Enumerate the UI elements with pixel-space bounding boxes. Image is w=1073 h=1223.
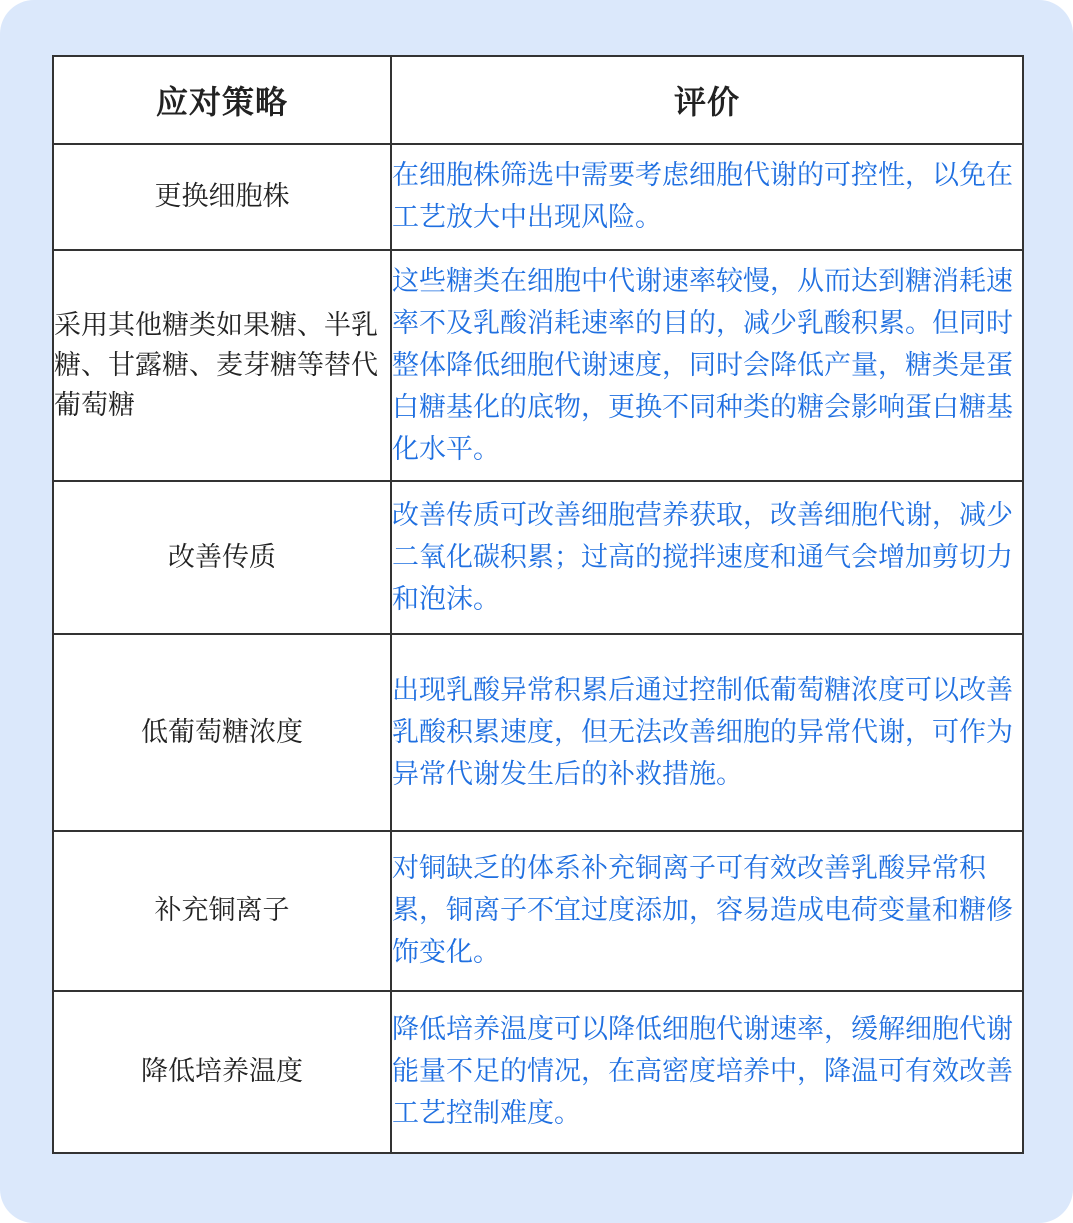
strategy-cell: 采用其他糖类如果糖、半乳糖、甘露糖、麦芽糖等替代葡萄糖 [53, 250, 391, 481]
evaluation-cell: 改善传质可改善细胞营养获取，改善细胞代谢，减少二氧化碳积累；过高的搅拌速度和通气会增加剪切力和泡沫。 [391, 481, 1023, 634]
table-row [53, 991, 1023, 1153]
evaluation-cell: 降低培养温度可以降低细胞代谢速率，缓解细胞代谢能量不足的情况，在高密度培养中，降温可有效改善工艺控制难度。 [391, 991, 1023, 1153]
table-row [53, 481, 1023, 634]
strategy-cell: 补充铜离子 [53, 831, 391, 991]
strategy-cell: 降低培养温度 [53, 991, 391, 1153]
table-row [53, 634, 1023, 831]
table-row [53, 831, 1023, 991]
evaluation-cell: 对铜缺乏的体系补充铜离子可有效改善乳酸异常积累，铜离子不宜过度添加，容易造成电荷变量和糖修饰变化。 [391, 831, 1023, 991]
strategy-table [52, 55, 1024, 1154]
table-row [53, 144, 1023, 250]
strategy-cell: 改善传质 [53, 481, 391, 634]
header-strategy: 应对策略 [53, 56, 391, 144]
header-row [53, 56, 1023, 144]
strategy-cell: 低葡萄糖浓度 [53, 634, 391, 831]
header-evaluation: 评价 [391, 56, 1023, 144]
strategy-cell: 更换细胞株 [53, 144, 391, 250]
evaluation-cell: 这些糖类在细胞中代谢速率较慢，从而达到糖消耗速率不及乳酸消耗速率的目的，减少乳酸积累。但同时整体降低细胞代谢速度，同时会降低产量，糖类是蛋白糖基化的底物，更换不同种类的糖会影响蛋白糖基化水平。 [391, 250, 1023, 481]
evaluation-cell: 出现乳酸异常积累后通过控制低葡萄糖浓度可以改善乳酸积累速度，但无法改善细胞的异常代谢，可作为异常代谢发生后的补救措施。 [391, 634, 1023, 831]
table-row [53, 250, 1023, 481]
evaluation-cell: 在细胞株筛选中需要考虑细胞代谢的可控性，以免在工艺放大中出现风险。 [391, 144, 1023, 250]
